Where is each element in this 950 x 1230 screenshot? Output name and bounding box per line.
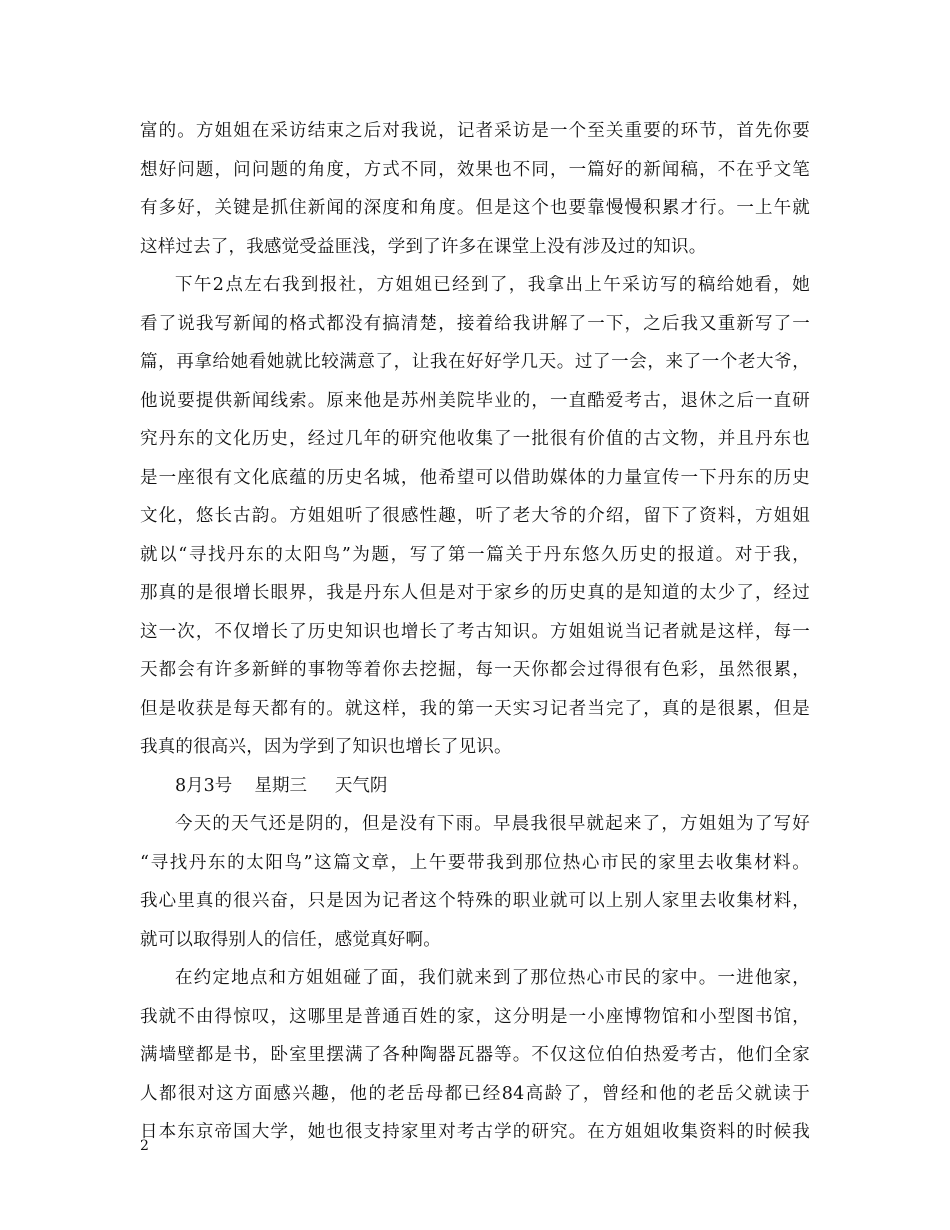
diary-date-heading: 8月3号 星期三 天气阴 bbox=[175, 775, 388, 796]
page-number: 2 bbox=[140, 1138, 149, 1154]
paragraph-first-line: 今天的天气还是阴的，但是没有下雨。早晨我很早就起来了，方姐姐为了写好 bbox=[175, 814, 810, 834]
paragraph-first-line: 在约定地点和方姐姐碰了面，我们就来到了那位热心市民的家中。一进他家， bbox=[175, 968, 810, 988]
text-line: 篇，再拿给她看她就比较满意了，让我在好好学几天。过了一会，来了一个老大爷， bbox=[140, 352, 810, 372]
paragraph-first-line: 下午2点左右我到报社，方姐姐已经到了，我拿出上午采访写的稿给她看，她 bbox=[175, 275, 810, 295]
text-line: 文化，悠长古韵。方姐姐听了很感性趣，听了老大爷的介绍，留下了资料，方姐姐 bbox=[140, 506, 810, 526]
text-line: 这样过去了，我感觉受益匪浅，学到了许多在课堂上没有涉及过的知识。 bbox=[140, 236, 707, 257]
text-line: 我真的很高兴，因为学到了知识也增长了见识。 bbox=[140, 737, 512, 757]
text-line: 满墙壁都是书，卧室里摆满了各种陶器瓦器等。不仅这位伯伯热爱考古，他们全家 bbox=[140, 1045, 810, 1065]
text-line: 富的。方姐姐在采访结束之后对我说，记者采访是一个至关重要的环节，首先你要 bbox=[140, 121, 810, 141]
text-line: 这一次，不仅增长了历史知识也增长了考古知识。方姐姐说当记者就是这样，每一 bbox=[140, 621, 810, 642]
text-line: 看了说我写新闻的格式都没有搞清楚，接着给我讲解了一下，之后我又重新写了一 bbox=[140, 313, 810, 334]
text-line: 有多好，关键是抓住新闻的深度和角度。但是这个也要靠慢慢积累才行。一上午就 bbox=[140, 198, 810, 218]
text-line: 就以“寻找丹东的太阳鸟”为题，写了第一篇关于丹东悠久历史的报道。对于我， bbox=[140, 544, 810, 565]
text-line: “寻找丹东的太阳鸟”这篇文章，上午要带我到那位热心市民的家里去收集材料。 bbox=[140, 852, 810, 873]
text-line: 想好问题，问问题的角度，方式不同，效果也不同，一篇好的新闻稿，不在乎文笔 bbox=[140, 159, 810, 180]
text-line: 人都很对这方面感兴趣，他的老岳母都已经84高龄了，曾经和他的老岳父就读于 bbox=[140, 1083, 810, 1104]
text-line: 但是收获是每天都有的。就这样，我的第一天实习记者当完了，真的是很累，但是 bbox=[140, 698, 810, 719]
text-line: 就可以取得别人的信任，感觉真好啊。 bbox=[140, 929, 441, 950]
text-line: 日本东京帝国大学，她也很支持家里对考古学的研究。在方姐姐收集资料的时候我 bbox=[140, 1122, 810, 1142]
text-line: 我就不由得惊叹，这哪里是普通百姓的家，这分明是一小座博物馆和小型图书馆， bbox=[140, 1006, 810, 1027]
text-line: 我心里真的很兴奋，只是因为记者这个特殊的职业就可以上别人家里去收集材料， bbox=[140, 891, 810, 911]
text-line: 究丹东的文化历史，经过几年的研究他收集了一批很有价值的古文物，并且丹东也 bbox=[140, 429, 810, 449]
text-line: 那真的是很增长眼界，我是丹东人但是对于家乡的历史真的是知道的太少了，经过 bbox=[140, 583, 810, 603]
document-body bbox=[140, 112, 810, 1152]
text-line: 他说要提供新闻线索。原来他是苏州美院毕业的，一直酷爱考古，退休之后一直研 bbox=[140, 390, 810, 411]
text-line: 是一座很有文化底蕴的历史名城，他希望可以借助媒体的力量宣传一下丹东的历史 bbox=[140, 467, 810, 488]
text-line: 天都会有许多新鲜的事物等着你去挖掘，每一天你都会过得很有色彩，虽然很累， bbox=[140, 660, 810, 680]
